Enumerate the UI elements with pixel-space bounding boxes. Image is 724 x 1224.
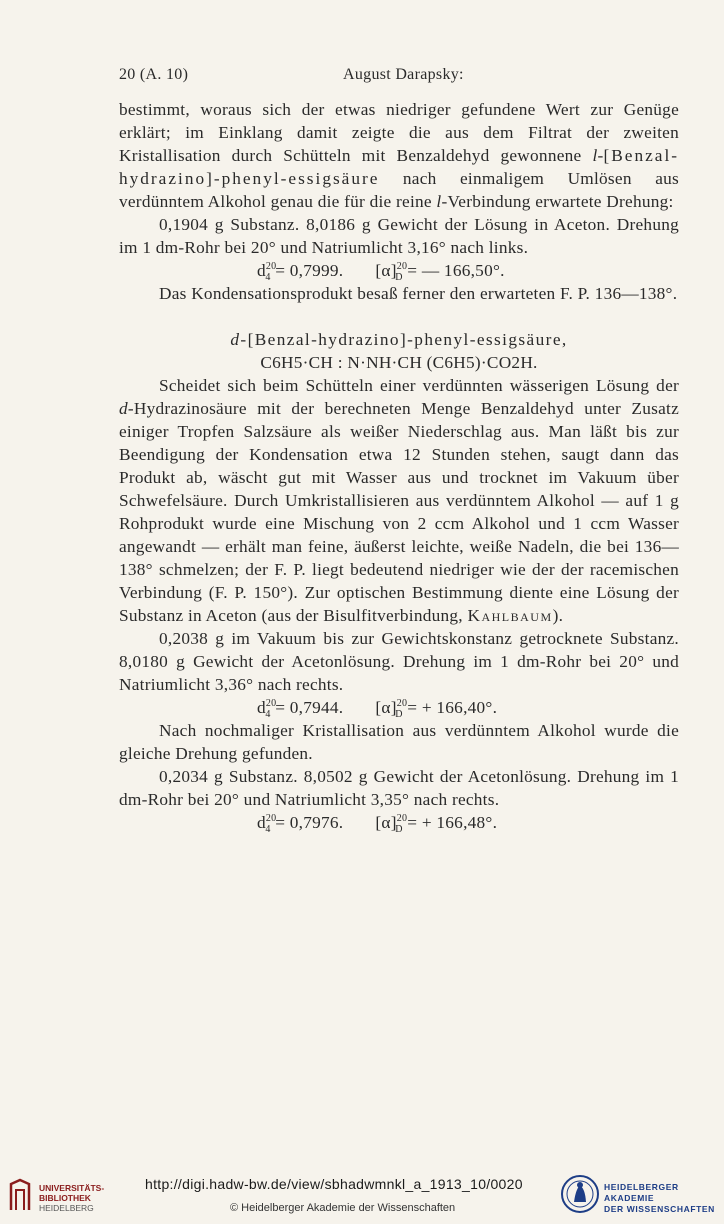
paragraph: Nach nochmaliger Kristallisation aus verdünntem Alkohol wurde die gleiche Drehung gefunden. [119,721,679,763]
page-number: 20 (A. 10) [119,66,189,83]
academy-name: HEIDELBERGER AKADEMIE DER WISSENSCHAFTEN [604,1182,715,1214]
measurement-paragraph: 0,1904 g Substanz. 8,0186 g Gewicht der Lösung in Aceton. Drehung im 1 dm-Rohr bei 20° und Natriumlicht 3,16° nach links. [119,215,679,257]
compound-title: d-[Benzal-hydrazino]-phenyl-essigsäure, [230,330,568,349]
density-rotation-formula-2: $d^{20}_4 = 0,7944$. $[\alpha]^{20}_D$ = + 166,40°. [257,698,498,721]
structural-formula: C6H5·CH : N·NH·CH (C6H5)·CO2H. [260,353,538,372]
library-name: UNIVERSITÄTS- BIBLIOTHEK HEIDELBERG [39,1183,105,1213]
paragraph: Das Kondensationsprodukt besaß ferner den erwarteten F. P. 136—138°. [159,284,678,303]
density-rotation-formula-1: $d^{20}_4 = 0,7999$. $[\alpha]^{20}_D$ = — 166,50°. [257,261,505,284]
copyright-notice: © Heidelberger Akademie der Wissenschaften [230,1202,456,1214]
measurement-paragraph: 0,2034 g Substanz. 8,0502 g Gewicht der Acetonlösung. Drehung im 1 dm-Rohr bei 20° und Natriumlicht 3,35° nach rechts. [119,767,679,809]
academy-seal-icon [560,1174,600,1214]
measurement-paragraph: 0,2038 g im Vakuum bis zur Gewichtskonstanz getrocknete Substanz. 8,0180 g Gewicht der Acetonlösung. Drehung im 1 dm-Rohr bei 20° und Natriumlicht 3,36° nach rechts. [119,629,679,694]
page-body [119,98,679,834]
source-url-link[interactable]: http://digi.hadw-bw.de/view/sbhadwmnkl_a_1913_10/0020 [145,1176,523,1192]
paragraph: bestimmt, woraus sich der etwas niedriger gefundene Wert zur Genüge erklärt; im Einklang damit zeigte die aus dem Filtrat der zweiten Kristallisation durch Schütteln mit Benzaldehyd gewonnene l-[Benzal-hydrazino]-phenyl-essigsäure nach einmaligem Umlösen aus verdünntem Alkohol genau die für die reine l-Verbindung erwartete Drehung: [119,100,680,211]
density-rotation-formula-3: $d^{20}_4 = 0,7976$. $[\alpha]^{20}_D$ = + 166,48°. [257,813,498,836]
digitization-footer [0,1166,724,1224]
university-library-logo-icon [8,1178,32,1212]
running-title: August Darapsky: [343,66,464,83]
paragraph: Scheidet sich beim Schütteln einer verdünnten wässerigen Lösung der d-Hydrazinosäure mit der berechneten Menge Benzaldehyd unter Zusatz einiger Tropfen Salzsäure als weißer Niederschlag aus. Man läßt bis zur Beendigung der Kondensation etwa 12 Stunden stehen, saugt dann das Produkt ab, wäscht gut mit Wasser aus und trocknet im Vakuum über Schwefelsäure. Durch Umkristallisieren aus verdünntem Alkohol — auf 1 g Rohprodukt wurde eine Mischung von 2 ccm Alkohol und 1 ccm Wasser angewandt — erhält man feine, äußerst leichte, weiße Nadeln, die bei 136—138° schmelzen; der F. P. liegt bedeutend niedriger wie der der racemischen Verbindung (F. P. 150°). Zur optischen Bestimmung diente eine Lösung der Substanz in Aceton (aus der Bisulfitverbindung, Kahlbaum). [119,376,679,625]
